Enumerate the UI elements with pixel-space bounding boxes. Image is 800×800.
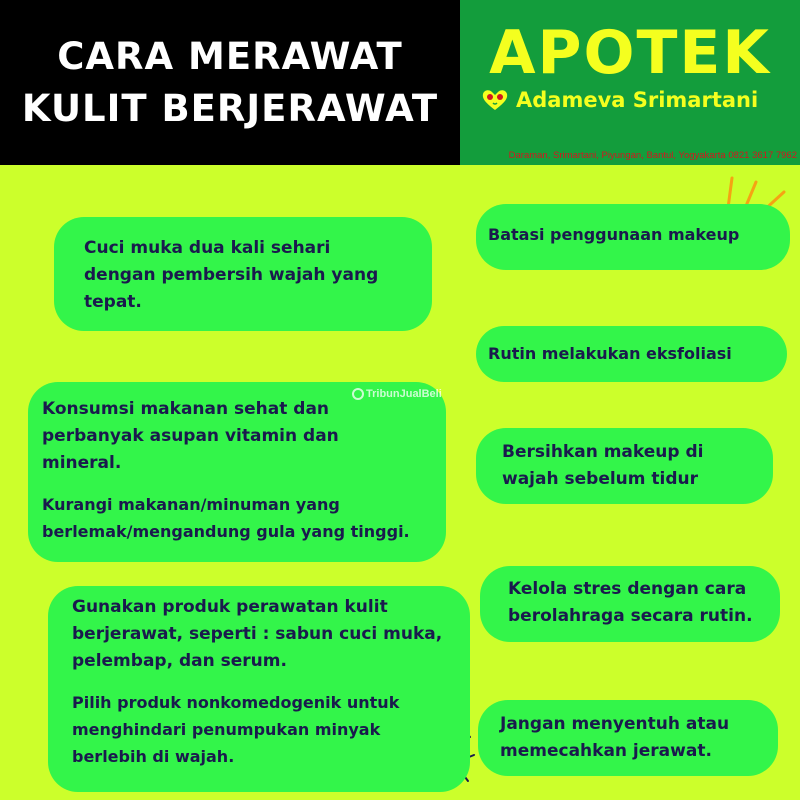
brand-subname: Adameva Srimartani — [516, 88, 759, 112]
tip-card-exfoliate — [476, 326, 787, 382]
tip-text: Pilih produk nonkomedogenik untuk menghindari penumpukan minyak berlebih di wajah. — [72, 693, 400, 766]
brand-subtitle — [480, 88, 790, 112]
brand-address: Daraman, Srimartani, Piyungan, Bantul, Yogyakarta 0821 3617 7962 — [508, 150, 797, 161]
watermark-logo-icon — [352, 388, 364, 400]
title-line-2: KULIT BERJERAWAT — [21, 86, 439, 130]
watermark-text: TribunJualBeli — [366, 388, 442, 400]
tip-text: Cuci muka dua kali sehari dengan pembersih wajah yang tepat. — [84, 238, 379, 312]
tip-text: Konsumsi makanan sehat dan perbanyak asupan vitamin dan mineral. — [42, 399, 339, 473]
tip-card-limit-makeup — [476, 204, 790, 270]
tip-text: Kelola stres dengan cara berolahraga secara rutin. — [508, 579, 753, 626]
tip-text: Jangan menyentuh atau memecahkan jerawat. — [500, 714, 730, 761]
tip-card-cleanse — [54, 217, 432, 331]
tip-card-no-touch — [478, 700, 778, 776]
tip-text: Rutin melakukan eksfoliasi — [488, 344, 732, 363]
title-line-1: CARA MERAWAT — [57, 34, 403, 78]
tip-text: Gunakan produk perawatan kulit berjerawat, seperti : sabun cuci muka, pelembap, dan serum. — [72, 597, 443, 671]
tip-text: Kurangi makanan/minuman yang berlemak/mengandung gula yang tinggi. — [42, 495, 410, 541]
tip-card-products — [48, 586, 470, 792]
brand-name: APOTEK — [489, 18, 771, 88]
tip-card-diet — [28, 382, 446, 562]
tip-card-manage-stress — [480, 566, 780, 642]
brand-block — [460, 0, 800, 165]
tip-text: Batasi penggunaan makeup — [488, 225, 740, 244]
tip-text: Bersihkan makeup di wajah sebelum tidur — [502, 442, 704, 489]
title-block — [0, 0, 460, 165]
watermark — [352, 388, 442, 400]
tip-card-remove-makeup — [476, 428, 773, 504]
heart-leaf-logo-icon — [480, 88, 510, 112]
